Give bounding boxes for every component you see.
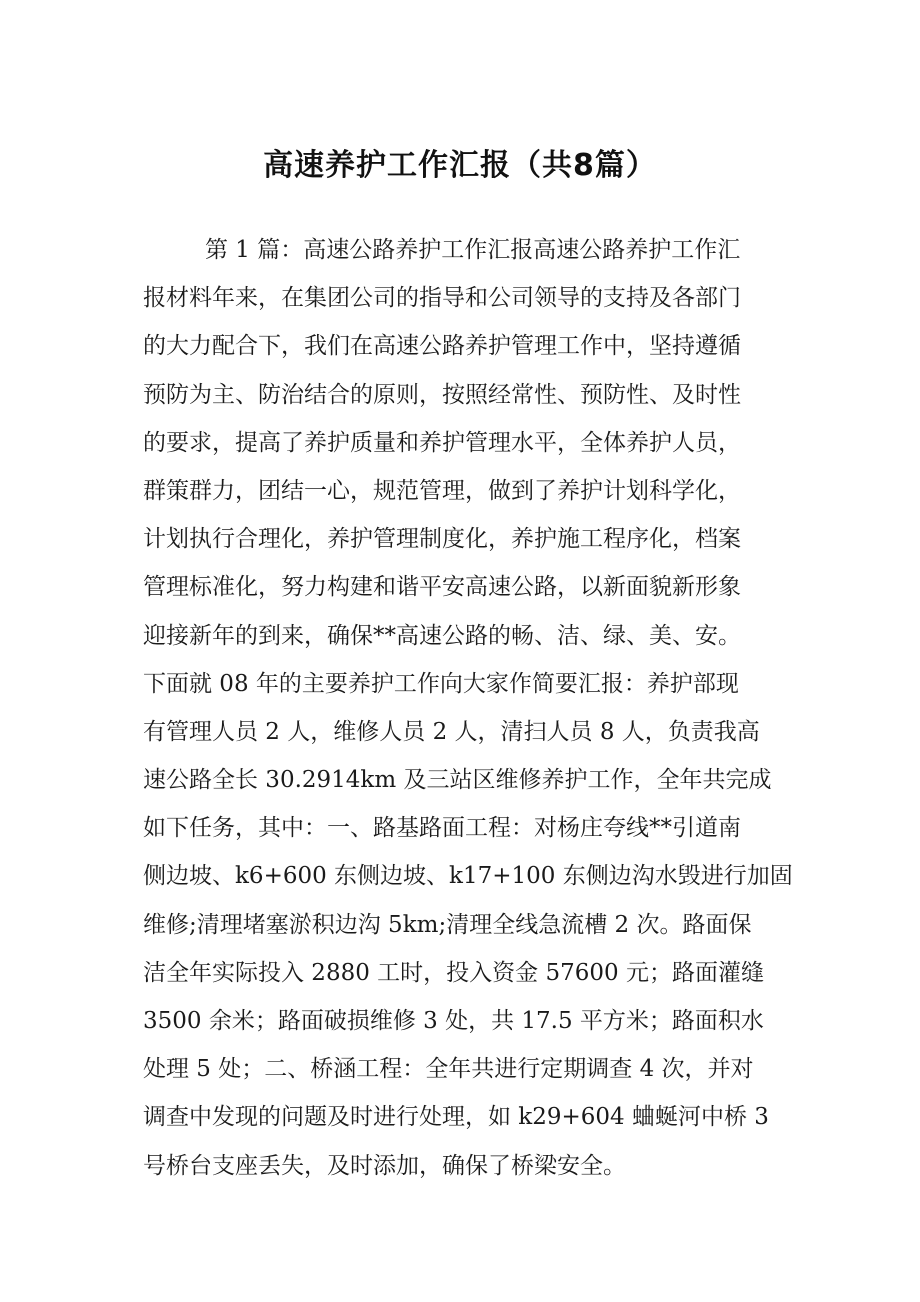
body-line: 有管理人员 2 人，维修人员 2 人，清扫人员 8 人，负责我高 — [143, 718, 760, 745]
body-line: 维修;清理堵塞淤积边沟 5km;清理全线急流槽 2 次。路面保 — [143, 911, 752, 938]
body-line: 处理 5 处；二、桥涵工程：全年共进行定期调查 4 次，并对 — [143, 1056, 754, 1083]
body-line: 侧边坡、k6+600 东侧边坡、k17+100 东侧边沟水毁进行加固 — [143, 863, 793, 890]
body-line: 计划执行合理化，养护管理制度化，养护施工程序化，档案 — [143, 526, 741, 553]
body-line: 3500 余米；路面破损维修 3 处，共 17.5 平方米；路面积水 — [143, 1008, 764, 1034]
body-line: 的大力配合下，我们在高速公路养护管理工作中，坚持遵循 — [143, 333, 741, 360]
body-line: 预防为主、防治结合的原则，按照经常性、预防性、及时性 — [143, 381, 741, 408]
body-line: 第 1 篇：高速公路养护工作汇报高速公路养护工作汇 — [205, 237, 741, 263]
document-body — [143, 226, 793, 1190]
body-line: 迎接新年的到来，确保**高速公路的畅、洁、绿、美、安。 — [143, 622, 741, 649]
body-line: 速公路全长 30.2914km 及三站区维修养护工作，全年共完成 — [143, 767, 772, 794]
body-line: 调查中发现的问题及时进行处理，如 k29+604 蛐蜒河中桥 3 — [143, 1104, 769, 1131]
body-line: 群策群力，团结一心，规范管理，做到了养护计划科学化， — [143, 477, 741, 504]
body-line: 洁全年实际投入 2880 工时，投入资金 57600 元；路面灌缝 — [143, 959, 764, 986]
body-line: 下面就 08 年的主要养护工作向大家作简要汇报：养护部现 — [143, 670, 739, 697]
document-title: 高速养护工作汇报（共8篇） — [263, 148, 657, 183]
body-line: 管理标准化，努力构建和谐平安高速公路，以新面貌新形象 — [143, 574, 741, 601]
body-line: 如下任务，其中：一、路基路面工程：对杨庄夸线**引道南 — [143, 815, 741, 842]
body-line: 报材料年来，在集团公司的指导和公司领导的支持及各部门 — [143, 285, 741, 312]
body-line: 号桥台支座丢失，及时添加，确保了桥梁安全。 — [143, 1152, 626, 1179]
body-line: 的要求，提高了养护质量和养护管理水平，全体养护人员， — [143, 429, 741, 456]
